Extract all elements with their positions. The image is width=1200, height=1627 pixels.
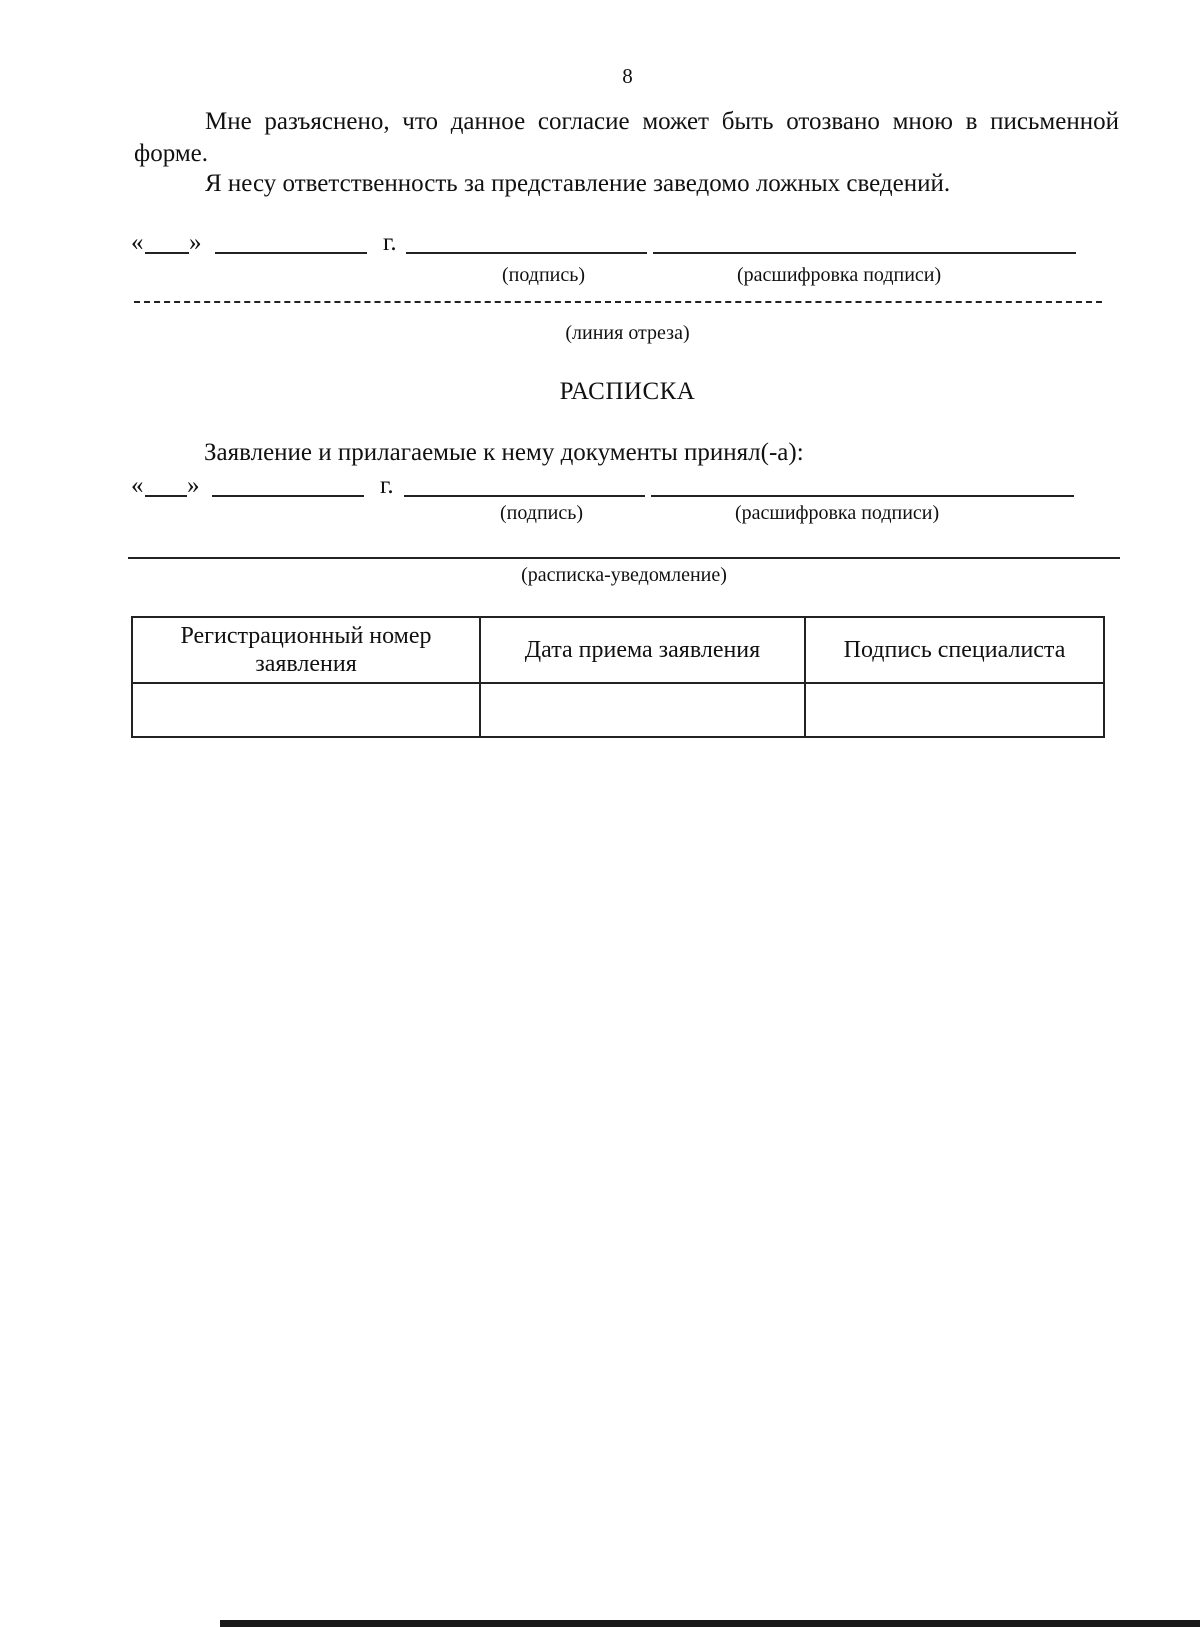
- registration-number-cell: [132, 683, 480, 737]
- date-quote-close: »: [189, 229, 202, 256]
- signature-blank-line: [406, 252, 647, 254]
- date-quote-close: »: [187, 472, 200, 499]
- signature-blank-line: [404, 495, 645, 497]
- scan-edge-bar: [220, 1620, 1200, 1627]
- month-blank-line: [215, 252, 367, 254]
- table-header-row: [132, 617, 1104, 683]
- specialist-signature-cell: [805, 683, 1104, 737]
- responsibility-paragraph: Я несу ответственность за представление заведомо ложных сведений.: [205, 170, 951, 197]
- acceptance-date-cell: [480, 683, 805, 737]
- signature-decoding-caption: (расшифровка подписи): [735, 502, 940, 524]
- date-quote-open: «: [131, 229, 144, 256]
- header-registration-number: Регистрационный номер заявления: [132, 617, 480, 683]
- year-suffix: г.: [380, 472, 394, 499]
- signature-decoding-blank-line: [653, 252, 1076, 254]
- date-quote-open: «: [131, 472, 144, 499]
- year-suffix: г.: [383, 229, 397, 256]
- receipt-title: РАСПИСКА: [559, 378, 696, 405]
- header-acceptance-date: Дата приема заявления: [480, 617, 805, 683]
- header-specialist-signature: Подпись специалиста: [805, 617, 1104, 683]
- cut-line-caption: (линия отреза): [565, 322, 690, 344]
- signature-decoding-blank-line: [651, 495, 1074, 497]
- notice-rule: [128, 557, 1120, 559]
- day-blank-line: [145, 495, 187, 497]
- registration-table: [131, 616, 1105, 738]
- notice-caption: (расписка-уведомление): [521, 564, 727, 586]
- page-number: 8: [622, 64, 633, 88]
- signature-decoding-caption: (расшифровка подписи): [737, 264, 942, 286]
- receipt-text: Заявление и прилагаемые к нему документы принял(-а):: [204, 439, 804, 466]
- table-row: [132, 683, 1104, 737]
- cut-line: [134, 301, 1102, 303]
- consent-revocation-paragraph: Мне разъяснено, что данное согласие может быть отозвано мною в письменной форме.: [134, 108, 1119, 167]
- day-blank-line: [145, 252, 189, 254]
- month-blank-line: [212, 495, 364, 497]
- signature-caption: (подпись): [500, 502, 584, 524]
- signature-caption: (подпись): [502, 264, 586, 286]
